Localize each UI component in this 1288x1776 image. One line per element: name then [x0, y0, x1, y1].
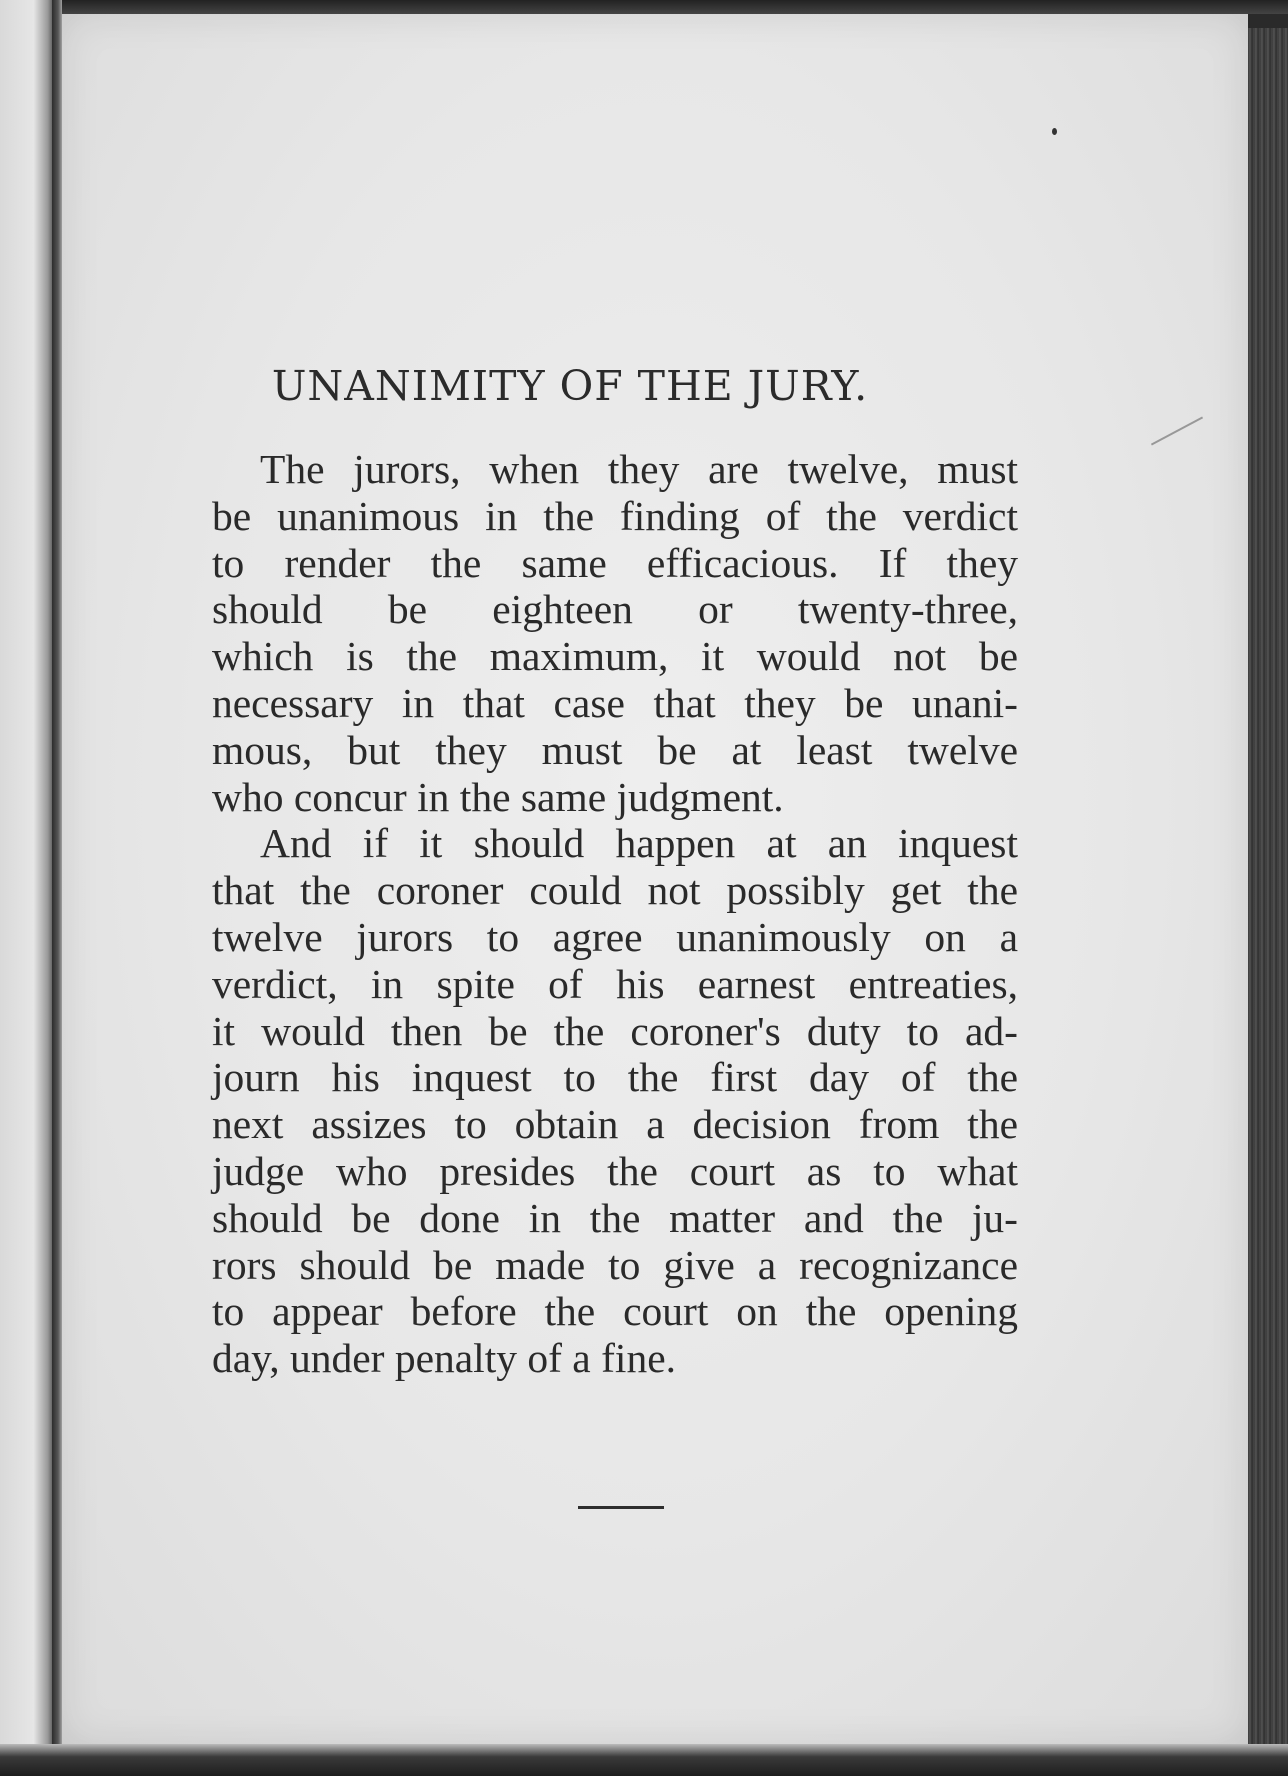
page-body	[212, 446, 1018, 1382]
facing-page-edge	[0, 0, 56, 1776]
book-gutter	[52, 0, 62, 1776]
text-line: rors should be made to give a recognizance	[212, 1241, 1018, 1288]
ink-speck	[1052, 128, 1057, 135]
text-line: day, under penalty of a fine.	[212, 1335, 676, 1382]
top-border	[0, 0, 1288, 14]
text-line: And if it should happen at an inquest	[260, 820, 1018, 867]
text-line: should be eighteen or twenty-three,	[212, 586, 1018, 633]
section-end-rule	[578, 1506, 664, 1509]
text-line: verdict, in spite of his earnest entreaties,	[212, 960, 1018, 1007]
text-line: which is the maximum, it would not be	[212, 633, 1018, 680]
text-line: it would then be the coroner's duty to ad-	[212, 1007, 1018, 1054]
text-line: that the coroner could not possibly get the	[212, 867, 1018, 914]
bottom-border	[0, 1744, 1288, 1776]
paragraph-1	[212, 446, 1018, 820]
text-line: mous, but they must be at least twelve	[212, 726, 1018, 773]
text-line: judge who presides the court as to what	[212, 1147, 1018, 1194]
text-line: be unanimous in the finding of the verdict	[212, 492, 1018, 539]
text-line: should be done in the matter and the ju-	[212, 1194, 1018, 1241]
text-line: to render the same efficacious. If they	[212, 539, 1018, 586]
text-line: to appear before the court on the opening	[212, 1288, 1018, 1335]
page-title: UNANIMITY OF THE JURY.	[271, 362, 869, 410]
text-line: journ his inquest to the first day of the	[212, 1054, 1018, 1101]
paragraph-2	[212, 820, 1018, 1382]
text-line: next assizes to obtain a decision from the	[212, 1101, 1018, 1148]
text-line: twelve jurors to agree unanimously on a	[212, 913, 1018, 960]
text-line: The jurors, when they are twelve, must	[260, 446, 1018, 492]
text-line: necessary in that case that they be unani-	[212, 679, 1018, 726]
page-stack-edge	[1248, 28, 1288, 1776]
text-line: who concur in the same judgment.	[212, 773, 784, 820]
